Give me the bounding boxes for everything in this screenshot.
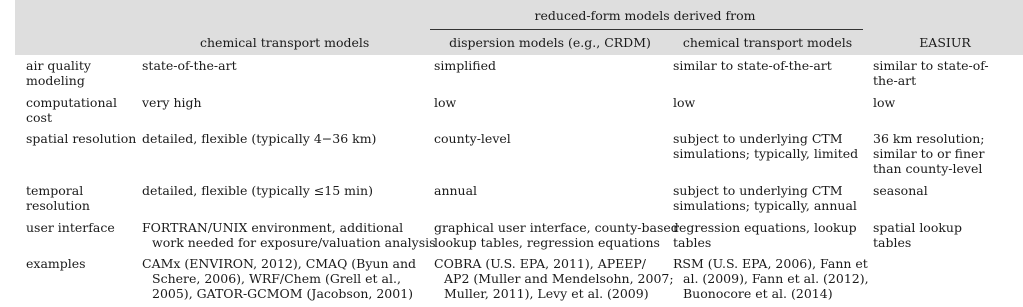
row-label: temporal resolution: [26, 183, 90, 213]
cell-dispersion: graphical user interface, county-based lookup tables, regression equations: [434, 220, 679, 250]
row-label: examples: [26, 256, 86, 271]
cell-ctm: CAMx (ENVIRON, 2012), CMAQ (Byun and Schere, 2006), WRF/Chem (Grell et al., 2005), GATOR-GCMOM (Jacobson, 2001): [142, 256, 417, 301]
cell-dispersion: low: [434, 95, 457, 110]
column-header-rf-ctm: chemical transport models: [682, 35, 853, 50]
cell-easiur: seasonal: [873, 183, 928, 198]
cell-ctm: detailed, flexible (typically 4−36 km): [142, 131, 377, 146]
row-label: air quality modeling: [26, 58, 91, 88]
group-header-rule: [430, 29, 863, 30]
cell-rf-ctm: subject to underlying CTM simulations; typically, limited: [673, 131, 859, 161]
group-header-label: reduced-form models derived from: [534, 8, 756, 23]
row-label: computational cost: [26, 95, 117, 125]
cell-dispersion: COBRA (U.S. EPA, 2011), APEEP/ AP2 (Muller and Mendelsohn, 2007; Muller, 2011), Levy et al. (2009): [434, 256, 674, 301]
cell-easiur: low: [873, 95, 896, 110]
cell-dispersion: annual: [434, 183, 478, 198]
cell-ctm: state-of-the-art: [142, 58, 237, 73]
cell-ctm: very high: [142, 95, 202, 110]
cell-easiur: similar to state-of- the-art: [873, 58, 989, 88]
cell-easiur: spatial lookup tables: [873, 220, 962, 250]
row-label: user interface: [26, 220, 115, 235]
column-header-dispersion: dispersion models (e.g., CRDM): [449, 35, 651, 50]
cell-rf-ctm: RSM (U.S. EPA, 2006), Fann et al. (2009), Fann et al. (2012), Buonocore et al. (2014): [673, 256, 869, 301]
cell-dispersion: county-level: [434, 131, 511, 146]
cell-dispersion: simplified: [434, 58, 496, 73]
cell-rf-ctm: similar to state-of-the-art: [673, 58, 832, 73]
cell-rf-ctm: subject to underlying CTM simulations; typically, annual: [673, 183, 857, 213]
column-header-easiur: EASIUR: [919, 35, 971, 50]
cell-ctm: FORTRAN/UNIX environment, additional work needed for exposure/valuation analysis: [142, 220, 436, 250]
cell-rf-ctm: low: [673, 95, 696, 110]
row-label: spatial resolution: [26, 131, 137, 146]
cell-rf-ctm: regression equations, lookup tables: [673, 220, 857, 250]
cell-easiur: 36 km resolution; similar to or finer than county-level: [873, 131, 985, 176]
column-header-ctm: chemical transport models: [200, 35, 370, 50]
cell-ctm: detailed, flexible (typically ≤15 min): [142, 183, 373, 198]
